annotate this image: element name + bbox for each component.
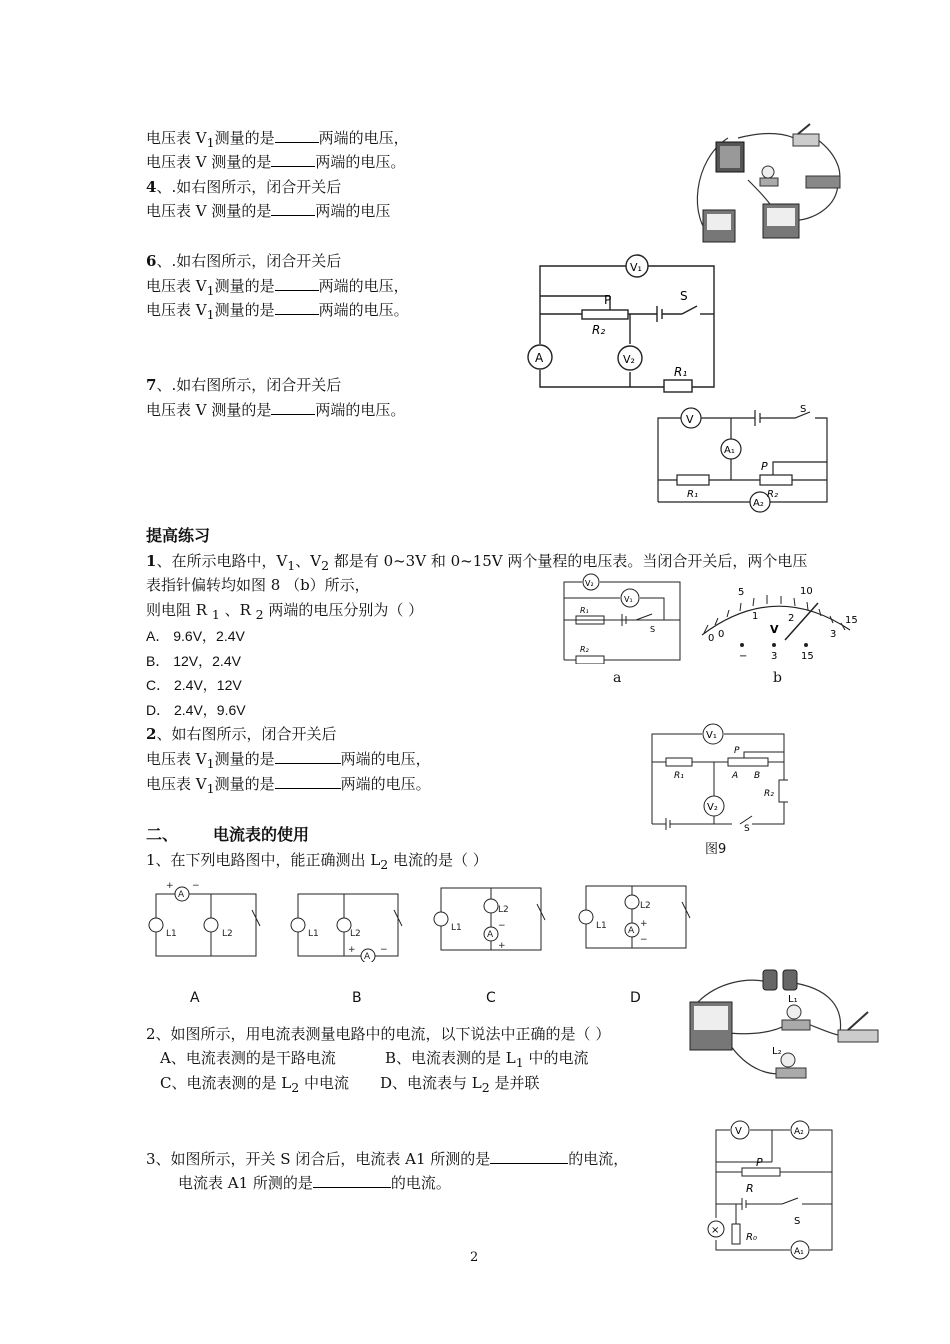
answer-blank[interactable] bbox=[275, 276, 319, 291]
circuit-diagram-fig8a bbox=[560, 572, 685, 664]
svg-text:A: A bbox=[364, 952, 371, 962]
svg-text:P: P bbox=[761, 460, 768, 473]
ammeter-photo-figure bbox=[688, 962, 918, 1087]
answer-blank[interactable] bbox=[275, 774, 341, 789]
svg-text:S: S bbox=[744, 824, 750, 832]
improve-q2-line2: 电压表 $V_1$测量的是 两端的电压。 bbox=[146, 775, 431, 796]
option-a[interactable]: A． 9.6V，2.4V bbox=[146, 628, 245, 644]
svg-text:V₂: V₂ bbox=[585, 579, 594, 588]
section-title-current: 电流表的使用 bbox=[213, 825, 310, 844]
option-b[interactable]: B． 12V，2.4V bbox=[146, 653, 241, 669]
improve-q2-line1: 电压表 $V_1$测量的是 两端的电压， bbox=[146, 750, 431, 771]
current-q2-option-a[interactable]: A、电流表测的是干路电流 bbox=[160, 1049, 336, 1067]
svg-text:S: S bbox=[794, 1216, 801, 1227]
voltmeter-dial-fig8b bbox=[690, 575, 865, 670]
improve-q1-line3: 则电阻 R $_1$ 、R $_2$ 两端的电压分别为（ ） bbox=[146, 601, 424, 622]
svg-text:V: V bbox=[770, 623, 779, 636]
svg-text:L1: L1 bbox=[451, 923, 462, 933]
svg-text:S: S bbox=[680, 289, 688, 303]
svg-text:2: 2 bbox=[788, 613, 795, 624]
answer-blank[interactable] bbox=[271, 152, 315, 167]
current-q2-option-c[interactable]: C、电流表测的是 $L_2$ 中电流 bbox=[160, 1074, 349, 1095]
figure-label-a: a bbox=[613, 670, 622, 686]
svg-text:A: A bbox=[732, 771, 739, 781]
svg-text:15: 15 bbox=[801, 651, 814, 662]
svg-text:3: 3 bbox=[830, 629, 837, 640]
question-6-line1: 电压表 $V_1$测量的是 两端的电压， bbox=[146, 277, 409, 298]
current-q2: 2、如图所示，用电流表测量电路中的电流，以下说法中正确的是（ ） bbox=[146, 1025, 611, 1043]
answer-blank[interactable] bbox=[275, 749, 341, 764]
svg-text:R₂: R₂ bbox=[764, 789, 774, 799]
circuit-diagram-q7 bbox=[655, 402, 835, 522]
svg-text:A: A bbox=[487, 930, 494, 940]
question-7-title: 7、.如右图所示，闭合开关后 bbox=[146, 376, 342, 394]
circuit-diagram-current-q3 bbox=[702, 1118, 842, 1260]
svg-text:V₁: V₁ bbox=[630, 261, 642, 274]
figure-9-caption: 图9 bbox=[705, 842, 727, 857]
svg-text:V₁: V₁ bbox=[706, 730, 717, 741]
svg-text:−: − bbox=[498, 921, 506, 931]
current-q2-option-b[interactable]: B、电流表测的是 $L_1$ 中的电流 bbox=[385, 1049, 589, 1070]
svg-text:+: + bbox=[498, 941, 506, 951]
svg-text:A: A bbox=[535, 351, 544, 365]
section-title-improve: 提高练习 bbox=[146, 526, 211, 545]
svg-text:A₁: A₁ bbox=[794, 1247, 804, 1257]
question-6-line2: 电压表 $V_1$测量的是 两端的电压。 bbox=[146, 301, 409, 322]
svg-text:A₂: A₂ bbox=[794, 1127, 804, 1137]
svg-text:R₂: R₂ bbox=[592, 323, 606, 337]
svg-text:10: 10 bbox=[800, 586, 813, 597]
current-q3-line2: 电流表 A1 所测的是 的电流。 bbox=[178, 1174, 451, 1192]
svg-text:L1: L1 bbox=[596, 921, 607, 931]
option-d[interactable]: D． 2.4V，9.6V bbox=[146, 702, 246, 718]
circuit-label-b[interactable]: B bbox=[352, 990, 362, 1006]
svg-text:L₂: L₂ bbox=[772, 1046, 782, 1057]
current-q1: 1、在下列电路图中，能正确测出 $L_2$ 电流的是（ ） bbox=[146, 851, 488, 872]
answer-blank[interactable] bbox=[275, 300, 319, 315]
svg-text:R₁: R₁ bbox=[674, 365, 688, 379]
improve-q1-line1: 1、在所示电路中，$V_1$、$V_2$ 都是有 0~3V 和 0~15V 两个量程的电压表。当闭合开关后，两个电压 bbox=[146, 552, 808, 573]
improve-q1-line2: 表指针偏转均如图 8 （b）所示， bbox=[146, 576, 370, 594]
svg-text:×: × bbox=[711, 1225, 720, 1236]
svg-text:R₂: R₂ bbox=[580, 645, 589, 654]
svg-text:R: R bbox=[746, 1182, 754, 1195]
circuit-photo-figure bbox=[688, 120, 848, 250]
figure-label-b: b bbox=[773, 670, 782, 686]
svg-text:S: S bbox=[800, 404, 807, 415]
current-q1-circuits bbox=[146, 880, 706, 962]
circuit-label-a[interactable]: A bbox=[190, 990, 200, 1006]
svg-text:A₁: A₁ bbox=[724, 445, 735, 456]
svg-text:A₂: A₂ bbox=[753, 498, 764, 509]
svg-text:−: − bbox=[192, 881, 200, 891]
option-c[interactable]: C． 2.4V，12V bbox=[146, 677, 242, 693]
section-number-2: 二、 bbox=[146, 825, 179, 844]
svg-text:L2: L2 bbox=[222, 929, 233, 939]
svg-text:V: V bbox=[735, 1126, 742, 1137]
svg-text:L2: L2 bbox=[640, 901, 651, 911]
svg-text:0: 0 bbox=[718, 629, 725, 640]
svg-text:+: + bbox=[348, 945, 356, 955]
svg-text:V₂: V₂ bbox=[707, 802, 718, 813]
svg-text:R₀: R₀ bbox=[746, 1232, 757, 1243]
answer-blank[interactable] bbox=[275, 128, 319, 143]
question-4-title: 4、.如右图所示，闭合开关后 bbox=[146, 178, 342, 196]
answer-blank[interactable] bbox=[271, 201, 315, 216]
circuit-diagram-fig9 bbox=[648, 720, 788, 832]
answer-blank[interactable] bbox=[271, 400, 315, 415]
svg-text:L1: L1 bbox=[166, 929, 177, 939]
q-prev-line2: 电压表 V 测量的是 两端的电压。 bbox=[146, 153, 406, 171]
circuit-label-d[interactable]: D bbox=[630, 990, 641, 1006]
svg-text:L1: L1 bbox=[308, 929, 319, 939]
question-7-line1: 电压表 V 测量的是 两端的电压。 bbox=[146, 401, 406, 419]
svg-text:V₁: V₁ bbox=[624, 595, 633, 604]
svg-text:L2: L2 bbox=[350, 929, 361, 939]
svg-text:A: A bbox=[178, 890, 185, 900]
svg-text:−: − bbox=[739, 651, 748, 662]
svg-text:R₁: R₁ bbox=[687, 489, 698, 500]
svg-text:15: 15 bbox=[845, 615, 858, 626]
svg-text:5: 5 bbox=[738, 587, 745, 598]
svg-text:P: P bbox=[734, 746, 740, 756]
svg-text:P: P bbox=[756, 1156, 763, 1169]
svg-text:L₁: L₁ bbox=[788, 994, 798, 1005]
svg-text:R₂: R₂ bbox=[767, 489, 778, 500]
svg-text:−: − bbox=[640, 935, 648, 945]
circuit-diagram-q6 bbox=[522, 252, 722, 402]
svg-text:S: S bbox=[650, 625, 656, 634]
page-number: 2 bbox=[470, 1250, 479, 1265]
question-6-title: 6、.如右图所示，闭合开关后 bbox=[146, 252, 342, 270]
answer-blank[interactable] bbox=[490, 1149, 568, 1164]
svg-text:R₁: R₁ bbox=[674, 771, 684, 781]
current-q2-option-d[interactable]: D、电流表与 $L_2$ 是并联 bbox=[380, 1074, 540, 1095]
q-prev-line1: 电压表 $V_1$测量的是 两端的电压， bbox=[146, 129, 409, 150]
circuit-label-c[interactable]: C bbox=[486, 990, 496, 1006]
svg-text:B: B bbox=[754, 771, 761, 781]
improve-q2-title: 2、如右图所示，闭合开关后 bbox=[146, 725, 337, 743]
svg-text:A: A bbox=[628, 926, 635, 936]
svg-text:+: + bbox=[640, 919, 648, 929]
svg-text:R₁: R₁ bbox=[580, 606, 589, 615]
svg-text:L2: L2 bbox=[498, 905, 509, 915]
svg-text:V₂: V₂ bbox=[623, 353, 635, 366]
svg-text:1: 1 bbox=[752, 611, 759, 622]
svg-text:−: − bbox=[380, 945, 388, 955]
svg-text:3: 3 bbox=[771, 651, 778, 662]
svg-text:P: P bbox=[604, 293, 612, 307]
svg-text:+: + bbox=[166, 881, 174, 891]
svg-text:V: V bbox=[686, 413, 694, 426]
svg-text:0: 0 bbox=[708, 633, 715, 644]
answer-blank[interactable] bbox=[313, 1173, 391, 1188]
question-4-line1: 电压表 V 测量的是 两端的电压 bbox=[146, 202, 391, 220]
current-q3-line1: 3、如图所示，开关 S 闭合后，电流表 A1 所测的是 的电流， bbox=[146, 1150, 629, 1168]
